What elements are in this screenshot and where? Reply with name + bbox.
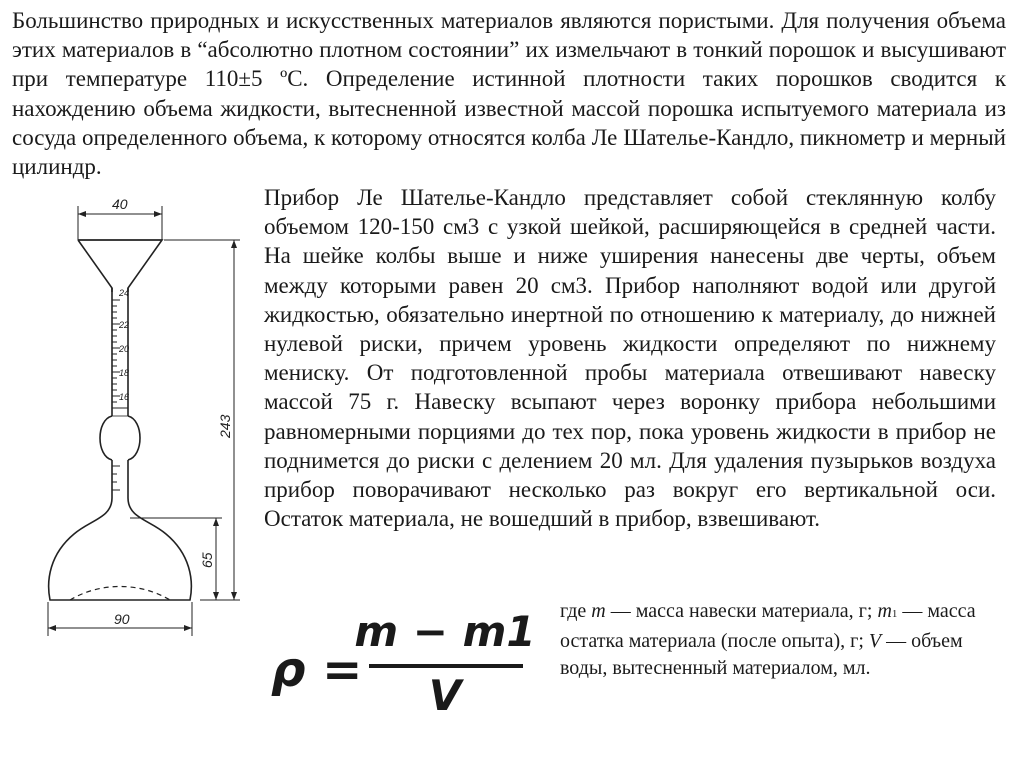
top-width-dimension (78, 196, 162, 240)
funnel-top (78, 240, 162, 292)
dim-bottom-label: 90 (114, 611, 130, 627)
scale-mark-18: 18 (119, 368, 130, 378)
legend-var-m: m (591, 600, 606, 622)
flask-bulb (100, 416, 140, 460)
legend-part-2: — масса навески материала, г; (605, 600, 878, 622)
formula-lhs: ρ = (271, 642, 363, 698)
legend-var-v: V (868, 630, 882, 652)
flask-bottom-curve (70, 587, 170, 601)
flask-body (49, 498, 192, 600)
le-chatelier-flask-diagram (40, 188, 260, 648)
dim-top-label: 40 (112, 196, 128, 212)
scale-mark-20: 20 (119, 344, 130, 354)
intro-paragraph: Большинство природных и искусственных материалов являются пористыми. Для получения объема этих материалов в “абсолютно плотном состоянии” их измельчают в тонкий порошок и высушивают при температуре 110±5 ºС. Определение истинной плотности таких порошков сводится к нахождению объема жидкости, вытесненной известной массой порошка испытуемого материала из сосуда определенного объема, к которому относятся колба Ле Шателье-Кандло, пикнометр и мерный цилиндр. (12, 8, 1006, 180)
legend-part-4: — объем воды, вытесненный материалом, мл. (560, 630, 963, 679)
dim-lower-label: 65 (199, 552, 215, 568)
formula-numerator: m − m1 (354, 607, 536, 656)
scale-mark-22: 22 (119, 320, 130, 330)
formula-denominator: V (428, 671, 462, 720)
density-formula (265, 604, 545, 724)
legend-part-3: — масса остатка материала (после опыта), г; (560, 600, 976, 652)
scale-mark-16: 16 (119, 392, 130, 402)
scale-mark-24: 24 (119, 288, 130, 298)
legend-var-m1-subscript: 1 (891, 608, 898, 620)
dim-height-label: 243 (217, 414, 233, 438)
legend-part-1: где (560, 600, 592, 622)
device-description-paragraph: Прибор Ле Шателье-Кандло представляет собой стеклянную колбу объемом 120-150 см3 с узкой шейкой, расширяющейся в средней части. На шейке колбы выше и ниже уширения нанесены две черты, объем между которыми равен 20 см3. Прибор наполняют водой или другой жидкостью, обязательно инертной по отношению к материалу, до нижней нулевой риски, причем уровень жидкости определяют по нижнему мениску. От подготовленной пробы материала отвешивают навеску массой 75 г. Навеску всыпают через воронку прибора небольшими равномерными порциями до тех пор, пока уровень жидкости в прибор не поднимется до риски с делением 20 мл. Для удаления пузырьков воздуха прибор поворачивают несколько раз вокруг его вертикальной оси. Остаток материала, не вошедший в прибор, взвешивают. (264, 185, 996, 532)
formula-legend (560, 598, 1000, 682)
legend-var-m1: m (877, 600, 892, 622)
